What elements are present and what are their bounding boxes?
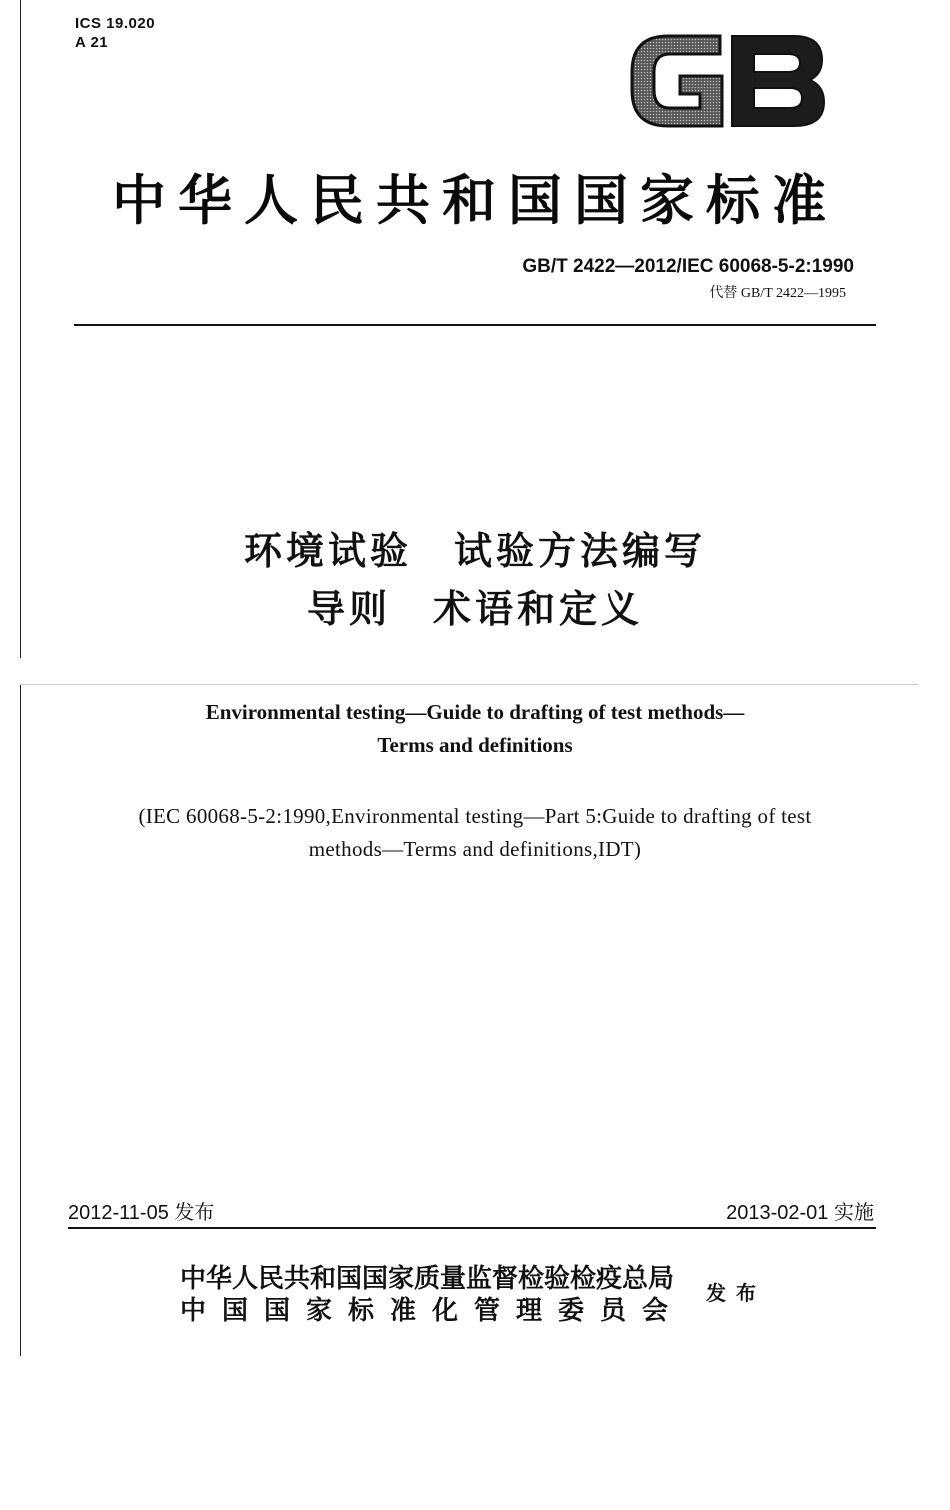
national-standard-title: 中华人民共和国国家标准: [112, 168, 838, 232]
title-en-line1: Environmental testing—Guide to drafting of test methods—: [205, 700, 745, 724]
gb-logo-icon: [628, 17, 826, 130]
title-cn-line1: 环境试验 试验方法编写: [243, 529, 706, 573]
title-en-line2: Terms and definitions: [377, 733, 573, 757]
classification-block: [75, 14, 155, 52]
iec-note-line1: (IEC 60068-5-2:1990,Environmental testing—Part 5:Guide to drafting of test: [138, 804, 812, 828]
issue-date: 2012-11-05 发布: [68, 1202, 215, 1224]
page-split-line: [20, 684, 918, 685]
publish-label: 发布: [706, 1281, 766, 1305]
header-rule: [74, 324, 876, 326]
gb-logo-text: GB: [628, 17, 653, 36]
footer-rule: [68, 1227, 876, 1229]
title-cn-line2: 导则 术语和定义: [306, 587, 643, 631]
implementation-date: 2013-02-01 实施: [726, 1202, 874, 1224]
issuer-aqsiq: 中华人民共和国国家质量监督检验检疫总局: [180, 1264, 675, 1294]
ccs-code: A 21: [75, 34, 109, 51]
issuer-sac: 中国国家标准化管理委员会: [180, 1296, 685, 1326]
left-margin-line-bottom: [20, 684, 21, 1356]
standard-code: GB/T 2422—2012/IEC 60068-5-2:1990: [522, 256, 854, 277]
ics-code: ICS 19.020: [75, 15, 156, 32]
iec-equivalence-note: [75, 800, 875, 866]
iec-note-line2: methods—Terms and definitions,IDT): [308, 837, 642, 861]
replaces-note: 代替 GB/T 2422—1995: [709, 286, 846, 301]
